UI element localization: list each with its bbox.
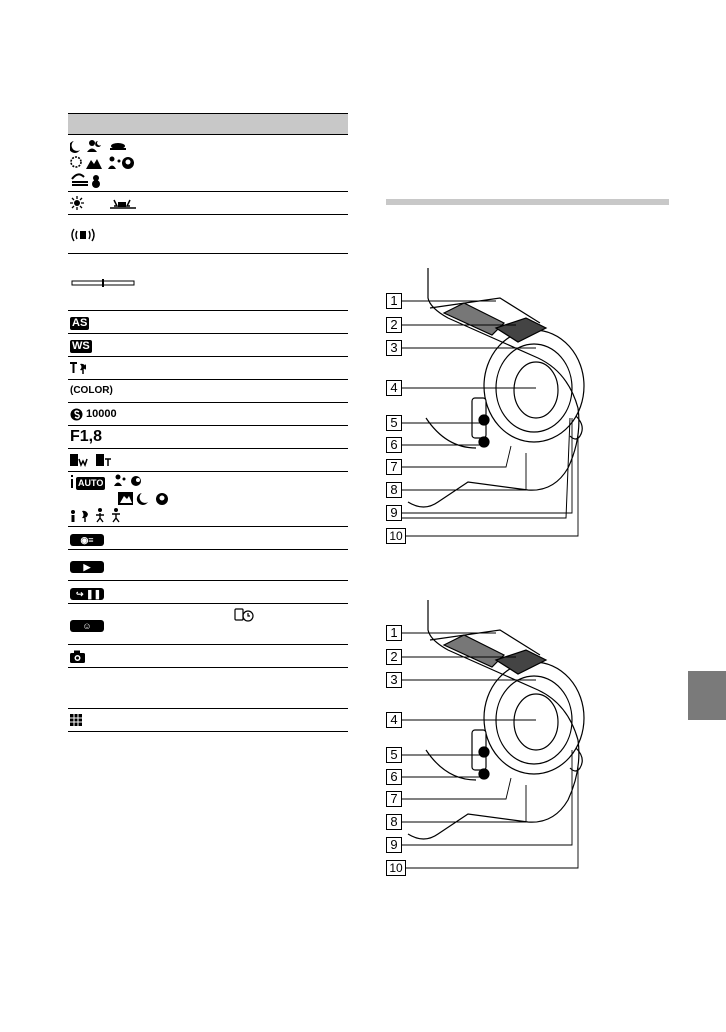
scene-detection-row3-icons xyxy=(70,508,150,523)
camera-icon xyxy=(70,650,86,663)
section-header-bar xyxy=(386,199,669,205)
sun-flash-icons xyxy=(70,196,150,210)
callout-7: 7 xyxy=(386,791,402,807)
callout-7: 7 xyxy=(386,459,402,475)
table-row xyxy=(68,449,348,472)
callout-10: 10 xyxy=(386,860,406,876)
grid-icon xyxy=(70,714,83,727)
table-row xyxy=(68,311,348,334)
playback-icon: ▶ xyxy=(70,561,104,573)
callout-6: 6 xyxy=(386,437,402,453)
intelligent-icon xyxy=(70,475,74,488)
callout-10: 10 xyxy=(386,528,406,544)
intelligent-auto-icon: AUTO xyxy=(78,478,104,488)
table-row xyxy=(68,135,348,192)
callout-4: 4 xyxy=(386,380,402,396)
table-row xyxy=(68,668,348,709)
callout-2: 2 xyxy=(386,649,402,665)
callout-6: 6 xyxy=(386,769,402,785)
table-row xyxy=(68,527,348,550)
auto-slow-shutter-icon: AS xyxy=(72,317,88,329)
table-header xyxy=(68,113,348,135)
callout-1: 1 xyxy=(386,625,402,641)
table-row xyxy=(68,254,348,311)
callout-9: 9 xyxy=(386,505,402,521)
callout-5: 5 xyxy=(386,747,402,763)
callout-8: 8 xyxy=(386,814,402,830)
scene-icons xyxy=(70,139,160,189)
table-row xyxy=(68,215,348,254)
color-slow-shutter-icon: (COLOR) xyxy=(70,385,113,396)
callout-5: 5 xyxy=(386,415,402,431)
table-row xyxy=(68,550,348,581)
table-row xyxy=(68,472,348,527)
camcorder-drawing xyxy=(386,600,616,878)
table-row xyxy=(68,403,348,426)
callout-3: 3 xyxy=(386,340,402,356)
playback-pause-icon: ↪ ❚❚ xyxy=(70,588,104,600)
callout-4: 4 xyxy=(386,712,402,728)
table-row xyxy=(68,709,348,732)
wide-select-icon: WS xyxy=(72,340,90,352)
table-row xyxy=(68,380,348,403)
steadyshot-off-icon xyxy=(70,227,98,243)
table-row xyxy=(68,645,348,668)
table-row xyxy=(68,426,348,449)
callout-3: 3 xyxy=(386,672,402,688)
camcorder-drawing xyxy=(386,268,616,543)
face-index-icon: ☺ xyxy=(70,620,104,632)
aperture-value: F1,8 xyxy=(70,428,103,445)
menu-recording-icon: ◉≡ xyxy=(70,534,104,546)
callout-9: 9 xyxy=(386,837,402,853)
side-tab xyxy=(688,671,726,720)
table-row xyxy=(68,604,348,645)
shutter-speed-value: 10000 xyxy=(86,408,117,420)
level-slider-icon xyxy=(70,278,140,288)
shutter-speed-icon xyxy=(70,408,84,422)
callout-1: 1 xyxy=(386,293,402,309)
callout-2: 2 xyxy=(386,317,402,333)
camcorder-figure-1 xyxy=(386,268,616,543)
table-row xyxy=(68,581,348,604)
table-row xyxy=(68,334,348,357)
camcorder-figure-2 xyxy=(386,600,616,878)
conversion-lens-icons xyxy=(70,454,120,467)
tele-macro-icon xyxy=(70,362,100,375)
table-row xyxy=(68,357,348,380)
callout-8: 8 xyxy=(386,482,402,498)
table-row xyxy=(68,192,348,215)
icon-table xyxy=(68,113,348,732)
face-index-small-icon xyxy=(234,608,256,622)
